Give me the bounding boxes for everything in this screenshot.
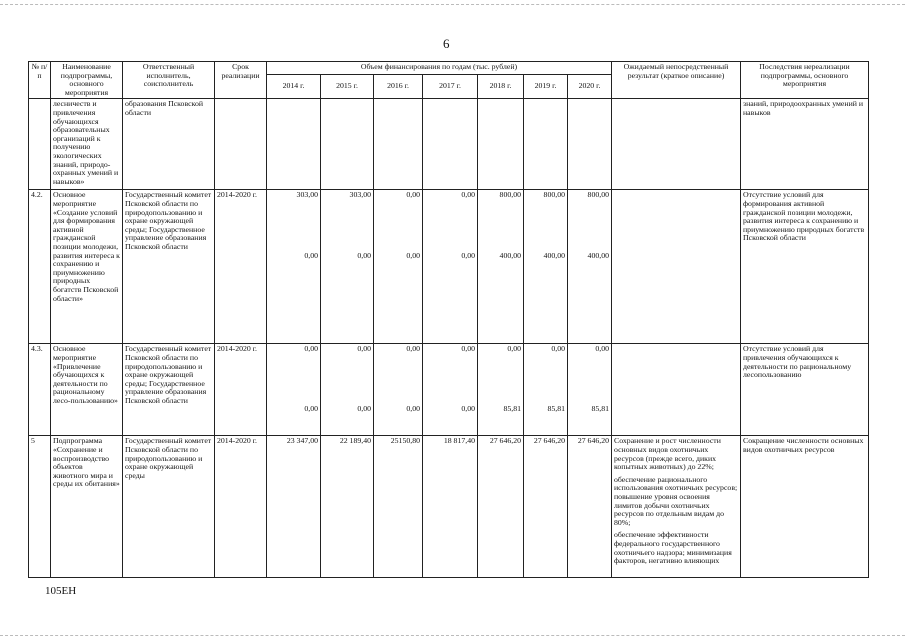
row-num: 4.3. [29,344,51,436]
header-year: 2016 г. [374,74,423,98]
funding-cell [423,344,478,436]
result-paragraph: обеспечение эффективности федерального государственного охотничьего надзора; минимизация факторов, негативно влияющих [614,530,732,566]
funding-value-regional: 0,00 [304,344,318,354]
funding-cell [321,190,374,344]
funding-value-other: 85,81 [503,404,521,414]
funding-value-other: 0,00 [406,404,420,414]
funding-value-regional: 0,00 [461,344,475,354]
row-term: 2014-2020 г. [215,344,267,436]
funding-cell [423,190,478,344]
funding-value-other: 85,81 [547,404,565,414]
funding-cell [374,99,423,190]
funding-value-other: 0,00 [304,251,318,261]
funding-value-other: 0,00 [304,404,318,414]
row-num [29,99,51,190]
funding-cell [321,99,374,190]
header-name: Наименование подпрограммы, основного мероприятия [51,62,123,99]
header-term: Срок реализации [215,62,267,99]
funding-value-regional: 25150,80 [390,436,420,446]
row-responsible: образования Псковской области [123,99,215,190]
funding-cell [478,190,524,344]
funding-table [28,61,869,578]
row-term: 2014-2020 г. [215,436,267,578]
funding-cell [374,344,423,436]
funding-value-regional: 22 189,40 [339,436,371,446]
row-name: лесничеств и привлечения обучающихся образовательных организаций к получению экологических знаний, природо-охранных умений и навыков» [51,99,123,190]
row-term [215,99,267,190]
funding-cell [568,190,612,344]
result-paragraph: Сохранение и рост численности основных видов охотничьих ресурсов (прежде всего, диких копытных животных) до 22%; [614,436,721,472]
footer-code: 105ЕН [45,585,77,597]
funding-value-regional: 27 646,20 [489,436,521,446]
row-responsible: Государственный комитет Псковской области по природопользованию и охране окружающей среды; Государственное управление образования Псковской области [123,344,215,436]
funding-value-other: 0,00 [406,251,420,261]
row-name: Основное мероприятие «Создание условий для формирования активной гражданской позиции молодежи, развития интереса к сохранению и приумножению природных богатств Псковской области» [51,190,123,344]
funding-cell [423,436,478,578]
funding-cell [524,99,568,190]
funding-cell [267,344,321,436]
funding-value-regional: 27 646,20 [533,436,565,446]
funding-cell [524,436,568,578]
funding-cell [568,99,612,190]
funding-value-regional: 27 646,20 [577,436,609,446]
funding-value-regional: 800,00 [543,190,565,200]
funding-value-regional: 23 347,00 [286,436,318,446]
funding-value-regional: 800,00 [499,190,521,200]
funding-cell [321,344,374,436]
header-consequences: Последствия нереализации подпрограммы, основного мероприятия [741,62,869,99]
table-row [29,436,869,578]
funding-value-regional: 0,00 [595,344,609,354]
funding-value-other: 0,00 [357,404,371,414]
funding-cell [267,436,321,578]
funding-value-other: 0,00 [461,404,475,414]
funding-value-regional: 303,00 [349,190,371,200]
funding-value-other: 0,00 [461,251,475,261]
row-result [612,190,741,344]
funding-value-regional: 800,00 [587,190,609,200]
funding-value-regional: 0,00 [507,344,521,354]
header-year: 2020 г. [568,74,612,98]
funding-value-regional: 18 817,40 [443,436,475,446]
header-year: 2015 г. [321,74,374,98]
row-name: Основное мероприятие «Привлечение обучающихся к деятельности по рациональному лесо-пользованию» [51,344,123,436]
row-result [612,99,741,190]
header-year: 2017 г. [423,74,478,98]
funding-value-regional: 303,00 [296,190,318,200]
funding-value-other: 0,00 [357,251,371,261]
row-num: 5 [29,436,51,578]
row-consequences: Отсутствие условий для привлечения обучающихся к деятельности по рациональному лесопользованию [741,344,869,436]
funding-value-other: 400,00 [543,251,565,261]
funding-value-regional: 0,00 [461,190,475,200]
funding-cell [524,344,568,436]
funding-value-other: 400,00 [587,251,609,261]
funding-cell [423,99,478,190]
row-consequences: знаний, природоохранных умений и навыков [741,99,869,190]
funding-cell [478,436,524,578]
funding-cell [267,190,321,344]
funding-cell [478,99,524,190]
row-consequences: Сокращение численности основных видов охотничьих ресурсов [741,436,869,578]
row-name: Подпрограмма «Сохранение и воспроизводство объектов животного мира и среды их обитания» [51,436,123,578]
funding-cell [524,190,568,344]
funding-value-regional: 0,00 [551,344,565,354]
header-year: 2019 г. [524,74,568,98]
funding-value-regional: 0,00 [357,344,371,354]
header-responsible: Ответственный исполнитель, соисполнитель [123,62,215,99]
result-paragraph: обеспечение рационального использования охотничьих ресурсов; повышение уровня освоения лимитов добычи охотничьих ресурсов по отдельным видам до 80%; [614,474,738,527]
row-consequences: Отсутствие условий для формирования активной гражданской позиции молодежи, развития интереса к сохранению и приумножению природных богатств Псковской области [741,190,869,344]
funding-cell [568,344,612,436]
header-year: 2014 г. [267,74,321,98]
funding-cell [321,436,374,578]
funding-cell [374,436,423,578]
funding-cell [568,436,612,578]
row-num: 4.2. [29,190,51,344]
page-number: 6 [443,36,450,51]
funding-cell [267,99,321,190]
funding-value-regional: 0,00 [406,344,420,354]
header-funding: Объем финансирования по годам (тыс. рублей) [267,62,612,75]
header-year: 2018 г. [478,74,524,98]
table-row [29,344,869,436]
funding-value-other: 400,00 [499,251,521,261]
header-result: Ожидаемый непосредственный результат (краткое описание) [612,62,741,99]
funding-cell [478,344,524,436]
row-result [612,344,741,436]
header-num: № п/п [29,62,51,99]
scan-edge-bottom [0,635,905,636]
table-row [29,99,869,190]
row-responsible: Государственный комитет Псковской области по природопользованию и охране окружающей среды [123,436,215,578]
funding-cell [374,190,423,344]
row-term: 2014-2020 г. [215,190,267,344]
scan-edge-top [0,4,905,5]
table-row [29,190,869,344]
row-result [612,436,741,578]
row-responsible: Государственный комитет Псковской области по природопользованию и охране окружающей среды; Государственное управление образования Псковской области [123,190,215,344]
funding-value-regional: 0,00 [406,190,420,200]
funding-value-other: 85,81 [591,404,609,414]
